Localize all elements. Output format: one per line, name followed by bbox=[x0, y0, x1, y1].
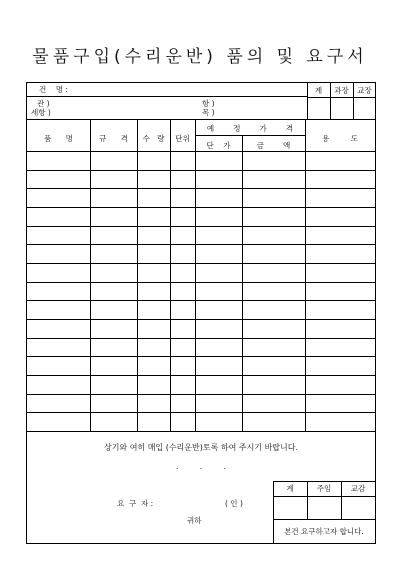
approval-box-clerk: 계 bbox=[314, 86, 323, 95]
table-row-line bbox=[27, 282, 375, 283]
subject-label: 건 명 : bbox=[39, 85, 68, 94]
requester-label: 요 구 자 : bbox=[117, 499, 154, 508]
approval-box-section-chief: 과장 bbox=[334, 86, 349, 95]
table-row-line bbox=[27, 375, 375, 376]
bottom-approval-chief: 주임 bbox=[316, 484, 332, 493]
account-mok: 목 ) bbox=[202, 108, 215, 117]
col-unit: 단위 bbox=[175, 134, 190, 143]
col-quantity: 수 량 bbox=[142, 134, 165, 143]
table-row-line bbox=[27, 356, 375, 357]
bottom-approval-vice-principal: 교감 bbox=[350, 484, 366, 493]
table-row-line bbox=[27, 263, 375, 264]
col-amount: 금 액 bbox=[256, 141, 291, 150]
date-line: . . . bbox=[175, 462, 227, 471]
table-row-line bbox=[27, 244, 375, 245]
form-title: 물품구입(수리운반) 품의 및 요구서 bbox=[32, 47, 368, 67]
table-row-line bbox=[27, 300, 375, 301]
table-row-line bbox=[27, 431, 375, 432]
footer-note: 본건 요구하고자 합니다. bbox=[284, 527, 364, 536]
table-row-line bbox=[27, 226, 375, 227]
request-form bbox=[26, 82, 376, 544]
table-row-line bbox=[27, 394, 375, 395]
request-text: 상기와 여히 매입 (수리운반)토록 하여 주시기 바랍니다. bbox=[103, 443, 299, 452]
table-row-line bbox=[27, 207, 375, 208]
bottom-approval-clerk: 계 bbox=[286, 484, 294, 493]
table-row-line bbox=[27, 412, 375, 413]
col-unit-price: 단 가 bbox=[206, 141, 231, 150]
seal-mark: ( 인 ) bbox=[225, 499, 243, 508]
recipient-label: 귀하 bbox=[187, 516, 202, 525]
account-gwan: 관 ) bbox=[37, 99, 50, 108]
table-row-line bbox=[27, 338, 375, 339]
col-item-name: 품 명 bbox=[44, 134, 73, 143]
approval-box-principal: 교장 bbox=[357, 86, 372, 95]
table-row-line bbox=[27, 319, 375, 320]
table-row-line bbox=[27, 170, 375, 171]
col-estimated-price: 예 정 가 격 bbox=[206, 124, 294, 133]
table-row-line bbox=[27, 188, 375, 189]
col-spec: 규 격 bbox=[99, 134, 128, 143]
col-purpose: 용 도 bbox=[322, 134, 358, 143]
account-sehang: 세항 ) bbox=[31, 108, 51, 117]
account-hang: 항 ) bbox=[202, 99, 215, 108]
